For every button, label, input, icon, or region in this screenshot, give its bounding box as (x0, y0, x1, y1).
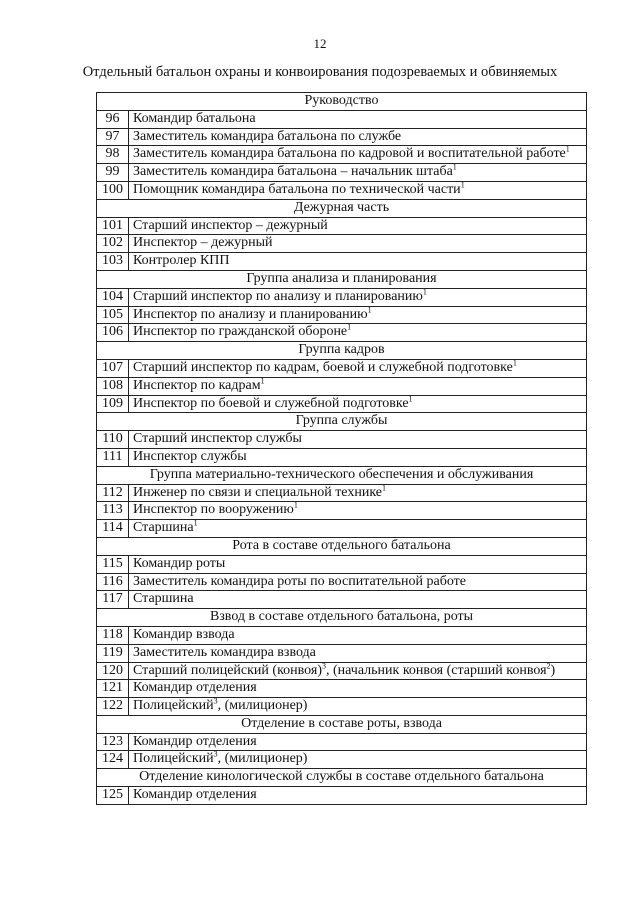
position-text: Инспектор по кадрам (133, 377, 261, 393)
table-row (97, 181, 587, 199)
position-text: Командир взвода (133, 626, 235, 642)
row-number: 125 (97, 787, 129, 805)
position-title (129, 448, 587, 466)
position-title (129, 377, 587, 395)
position-title (129, 626, 587, 644)
row-number: 98 (97, 146, 129, 164)
row-number: 107 (97, 359, 129, 377)
footnote-mark: 1 (367, 304, 372, 314)
position-text: Командир отделения (133, 680, 257, 696)
row-number: 117 (97, 591, 129, 609)
position-text: Инспектор по вооружению (133, 502, 294, 518)
position-title (129, 431, 587, 449)
position-text: Инспектор службы (133, 448, 247, 464)
footnote-mark: 1 (512, 358, 517, 368)
table-row (97, 324, 587, 342)
position-text: Старшина (133, 591, 194, 607)
section-heading: Взвод в составе отдельного батальона, роты (97, 609, 587, 627)
footnote-mark: 1 (260, 376, 265, 386)
row-number: 114 (97, 520, 129, 538)
footnote-mark: 1 (382, 482, 386, 492)
position-title (129, 787, 587, 805)
row-number: 111 (97, 448, 129, 466)
section-heading: Группа анализа и планирования (97, 270, 587, 288)
row-number: 120 (97, 662, 129, 680)
footnote-mark: 1 (565, 144, 570, 154)
section-row (97, 270, 587, 288)
section-row (97, 413, 587, 431)
position-title (129, 128, 587, 146)
row-number: 105 (97, 306, 129, 324)
table-row (97, 377, 587, 395)
document-title: Отдельный батальон охраны и конвоирования подозреваемых и обвиняемых (82, 64, 558, 80)
section-row (97, 769, 587, 787)
table-row (97, 359, 587, 377)
section-heading: Дежурная часть (97, 199, 587, 217)
section-row (97, 609, 587, 627)
position-text-part: , (милиционер) (217, 698, 308, 714)
section-heading: Группа службы (97, 413, 587, 431)
position-text: Инженер по связи и специальной технике (133, 484, 382, 500)
table-row (97, 448, 587, 466)
table-row (97, 395, 587, 413)
row-number: 104 (97, 288, 129, 306)
row-number: 115 (97, 555, 129, 573)
table-row (97, 128, 587, 146)
section-row (97, 342, 587, 360)
row-number: 102 (97, 235, 129, 253)
section-row (97, 466, 587, 484)
position-title (129, 698, 587, 716)
position-text: Командир роты (133, 555, 226, 571)
table-row (97, 253, 587, 271)
table-row (97, 751, 587, 769)
row-number: 113 (97, 502, 129, 520)
row-number: 101 (97, 217, 129, 235)
position-text-part: ) (550, 662, 556, 678)
position-text: Заместитель командира батальона по службе (133, 128, 402, 144)
position-title (129, 591, 587, 609)
position-text: Старший инспектор по кадрам, боевой и служебной подготовке (133, 359, 513, 375)
row-number: 122 (97, 698, 129, 716)
table-row (97, 235, 587, 253)
footnote-mark: 1 (193, 518, 198, 528)
table-row (97, 217, 587, 235)
position-text: Заместитель командира взвода (133, 644, 316, 660)
row-number: 118 (97, 626, 129, 644)
row-number: 96 (97, 110, 129, 128)
section-heading: Группа кадров (97, 342, 587, 360)
section-row (97, 93, 587, 111)
table-row (97, 520, 587, 538)
row-number: 116 (97, 573, 129, 591)
row-number: 100 (97, 181, 129, 199)
section-heading: Рота в составе отдельного батальона (97, 537, 587, 555)
table-row (97, 787, 587, 805)
position-text: Старший инспектор по анализу и планированию (133, 288, 423, 304)
position-title (129, 324, 587, 342)
page-number: 12 (313, 36, 327, 51)
table-row (97, 698, 587, 716)
position-text: Старшина (133, 520, 194, 536)
row-number: 106 (97, 324, 129, 342)
footnote-mark: 1 (293, 500, 298, 510)
position-text: Помощник командира батальона по технической части (133, 181, 461, 197)
position-text-part: , (милиционер) (217, 751, 308, 767)
table-row (97, 680, 587, 698)
position-title (129, 502, 587, 520)
position-text-part: Полицейский (133, 698, 214, 714)
row-number: 112 (97, 484, 129, 502)
position-text: Старший инспектор – дежурный (133, 217, 328, 233)
row-number: 110 (97, 431, 129, 449)
position-title (129, 359, 587, 377)
footnote-mark: 3 (322, 660, 326, 670)
table-row (97, 484, 587, 502)
position-text-part: Старший полицейский (конвоя) (133, 662, 322, 678)
row-number: 123 (97, 733, 129, 751)
position-title (129, 680, 587, 698)
position-text: Командир отделения (133, 787, 257, 803)
row-number: 109 (97, 395, 129, 413)
row-number: 119 (97, 644, 129, 662)
table-row (97, 502, 587, 520)
footnote-mark: 1 (452, 162, 457, 172)
position-title (129, 395, 587, 413)
section-row (97, 715, 587, 733)
position-text: Старший инспектор службы (133, 431, 302, 447)
row-number: 99 (97, 164, 129, 182)
row-number: 121 (97, 680, 129, 698)
position-title (129, 555, 587, 573)
footnote-mark: 1 (408, 393, 413, 403)
row-number: 124 (97, 751, 129, 769)
position-title (129, 146, 587, 164)
position-title (129, 520, 587, 538)
position-title (129, 733, 587, 751)
position-title (129, 306, 587, 324)
position-title (129, 164, 587, 182)
position-title (129, 181, 587, 199)
position-title (129, 662, 587, 680)
position-title (129, 253, 587, 271)
footnote-mark: 2 (546, 660, 551, 670)
footnote-mark: 1 (460, 180, 465, 190)
table-row (97, 662, 587, 680)
section-heading: Руководство (97, 93, 587, 111)
position-title (129, 751, 587, 769)
section-row (97, 537, 587, 555)
table-row (97, 644, 587, 662)
position-title (129, 110, 587, 128)
table-row (97, 146, 587, 164)
position-text: Инспектор по анализу и планированию (133, 306, 368, 322)
table-row (97, 431, 587, 449)
table-row (97, 164, 587, 182)
position-title (129, 288, 587, 306)
table-row (97, 573, 587, 591)
table-row (97, 591, 587, 609)
row-number: 103 (97, 253, 129, 271)
table-row (97, 733, 587, 751)
footnote-mark: 1 (422, 287, 427, 297)
table-row (97, 110, 587, 128)
table-row (97, 306, 587, 324)
position-text: Заместитель командира роты по воспитательной работе (133, 573, 467, 589)
section-heading: Отделение в составе роты, взвода (97, 715, 587, 733)
position-text: Инспектор – дежурный (133, 235, 273, 251)
footnote-mark: 3 (213, 749, 218, 759)
table-row (97, 626, 587, 644)
position-title (129, 644, 587, 662)
row-number: 108 (97, 377, 129, 395)
section-row (97, 199, 587, 217)
position-text-part: Полицейский (133, 751, 214, 767)
positions-table (96, 92, 587, 805)
position-text-part: , (начальник конвоя (старший конвоя (326, 662, 547, 678)
footnote-mark: 1 (347, 322, 352, 332)
table-row (97, 288, 587, 306)
position-text: Контролер КПП (133, 253, 230, 269)
position-text: Заместитель командира батальона – начальник штаба (133, 164, 453, 180)
table-row (97, 555, 587, 573)
position-text: Инспектор по боевой и служебной подготовке (133, 395, 409, 411)
position-text: Заместитель командира батальона по кадровой и воспитательной работе (133, 146, 566, 162)
position-text: Инспектор по гражданской обороне (133, 324, 348, 340)
section-heading: Группа материально-технического обеспечения и обслуживания (97, 466, 587, 484)
position-title (129, 484, 587, 502)
footnote-mark: 3 (213, 696, 218, 706)
section-heading: Отделение кинологической службы в составе отдельного батальона (97, 769, 587, 787)
position-title (129, 573, 587, 591)
position-title (129, 235, 587, 253)
row-number: 97 (97, 128, 129, 146)
position-title (129, 217, 587, 235)
position-text: Командир отделения (133, 733, 257, 749)
position-text: Командир батальона (133, 110, 256, 126)
